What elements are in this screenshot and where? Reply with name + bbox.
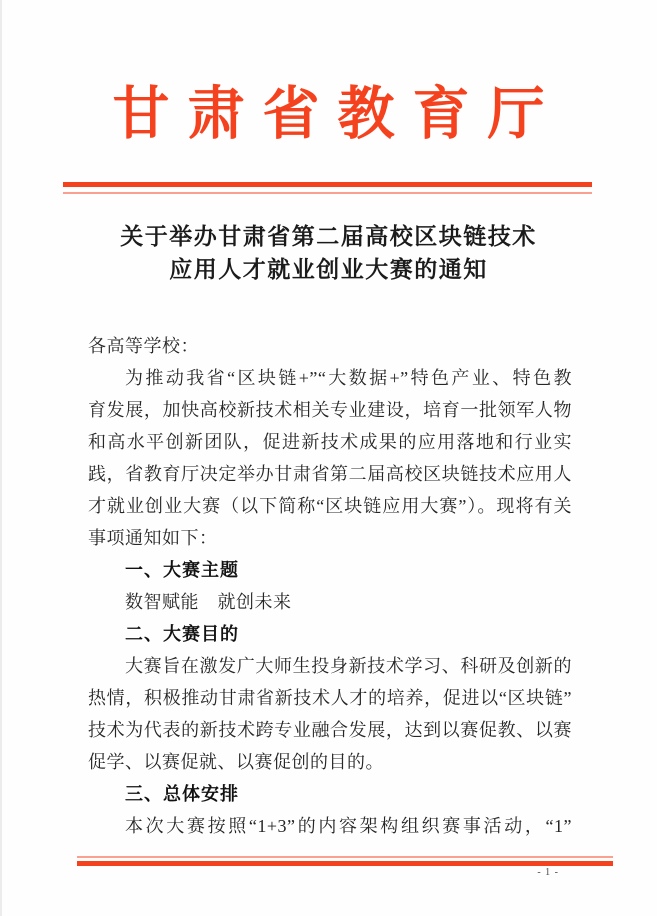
body-line: 热情，积极推动甘肃省新技术人才的培养，促进以“区块链” bbox=[88, 688, 572, 708]
section-heading: 二、大赛目的 bbox=[125, 624, 239, 644]
document-title bbox=[0, 220, 657, 286]
document-title-line2: 应用人才就业创业大赛的通知 bbox=[169, 257, 488, 282]
footer-divider bbox=[77, 856, 613, 866]
body-line: 和高水平创新团队，促进新技术成果的应用落地和行业实 bbox=[88, 432, 572, 452]
body-line: 本次大赛按照“1+3”的内容架构组织赛事活动，“1” bbox=[125, 816, 572, 836]
body-line: 技术为代表的新技术跨专业融合发展，达到以赛促教、以赛 bbox=[88, 720, 572, 740]
letterhead-divider bbox=[63, 182, 592, 194]
section-heading: 一、大赛主题 bbox=[125, 560, 239, 580]
body-line: 大赛旨在激发广大师生投身新技术学习、科研及创新的 bbox=[125, 656, 572, 676]
body-line: 事项通知如下： bbox=[88, 528, 218, 548]
body-line: 践，省教育厅决定举办甘肃省第二届高校区块链技术应用人 bbox=[88, 464, 572, 484]
body-line: 育发展，加快高校新技术相关专业建设，培育一批领军人物 bbox=[88, 400, 572, 420]
footer-divider-thick-line bbox=[77, 861, 613, 866]
body-line: 为推动我省“区块链+”“大数据+”特色产业、特色教 bbox=[125, 368, 572, 388]
page-number: - 1 - bbox=[537, 867, 559, 878]
footer-divider-thin-line bbox=[77, 856, 613, 858]
body-line: 数智赋能 就创未来 bbox=[125, 592, 292, 612]
document-body bbox=[88, 330, 572, 842]
body-line: 促学、以赛促就、以赛促创的目的。 bbox=[88, 752, 384, 772]
section-heading: 三、总体安排 bbox=[125, 784, 239, 804]
letterhead-divider-thin-line bbox=[63, 192, 592, 194]
body-line: 才就业创业大赛（以下简称“区块链应用大赛”）。现将有关 bbox=[88, 496, 572, 516]
letterhead-divider-thick-line bbox=[63, 182, 592, 187]
letterhead-title: 甘肃省教育厅 bbox=[112, 83, 563, 146]
salutation-line: 各高等学校： bbox=[88, 336, 199, 356]
document-title-line1: 关于举办甘肃省第二届高校区块链技术 bbox=[120, 224, 537, 249]
